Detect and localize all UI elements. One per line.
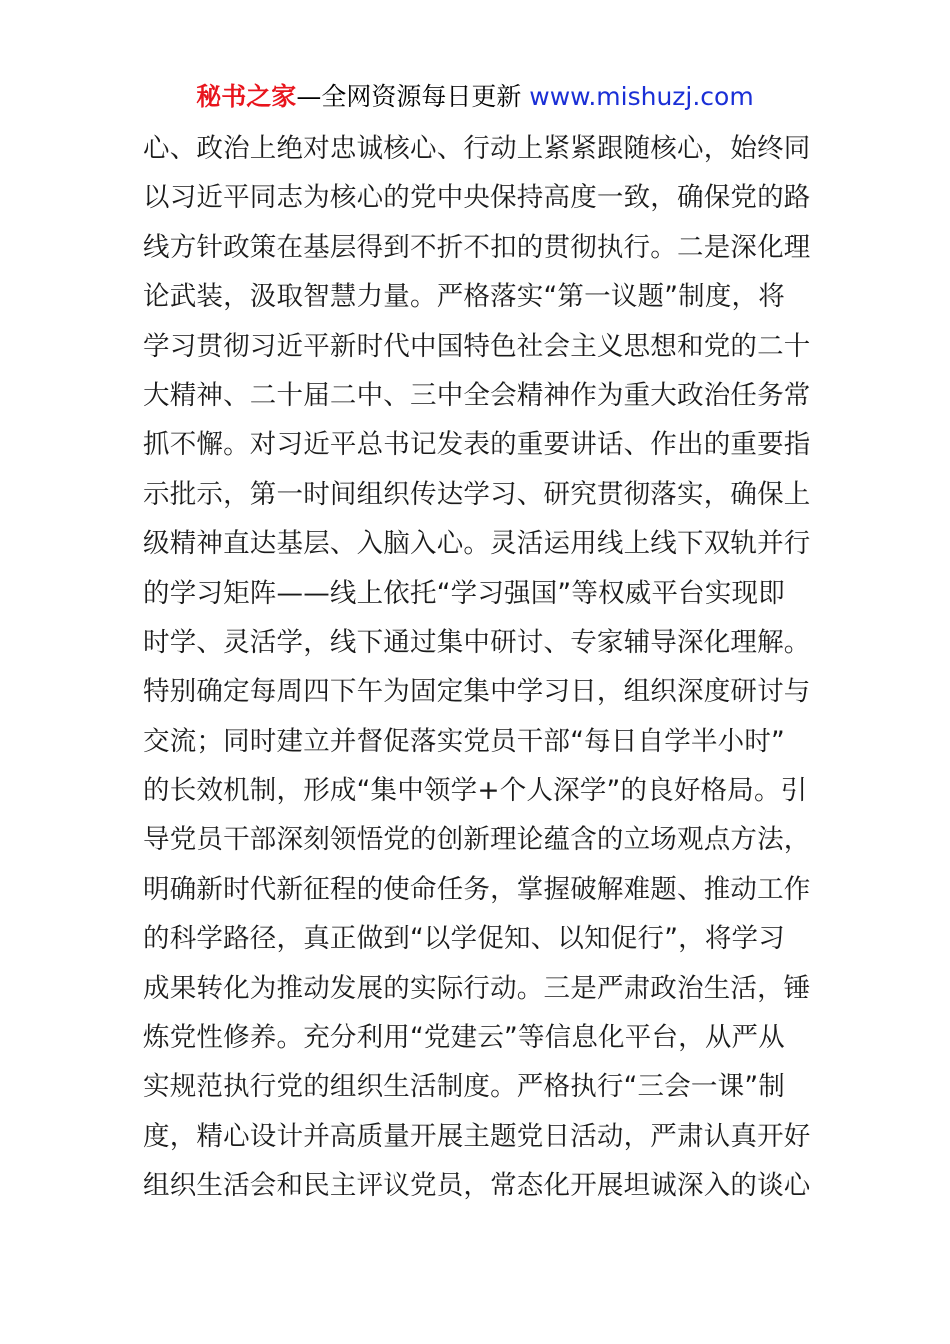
header-tagline: —全网资源每日更新: [296, 82, 522, 111]
page-header: [0, 80, 950, 114]
text-line: 时学、灵活学，线下通过集中研讨、专家辅导深化理解。: [143, 626, 811, 658]
text-line: 炼党性修养。充分利用“党建云”等信息化平台，从严从: [143, 1022, 785, 1054]
text-line: 成果转化为推动发展的实际行动。三是严肃政治生活，锤: [143, 972, 811, 1004]
text-line: 的学习矩阵——线上依托“学习强国”等权威平台实现即: [143, 577, 785, 609]
text-line: 特别确定每周四下午为固定集中学习日，组织深度研讨与: [143, 676, 811, 708]
text-line: 心、政治上绝对忠诚核心、行动上紧紧跟随核心，始终同: [143, 133, 811, 164]
body-text: [143, 124, 813, 1211]
text-line: 导党员干部深刻领悟党的创新理论蕴含的立场观点方法，: [143, 824, 811, 856]
text-line: 抓不懈。对习近平总书记发表的重要讲话、作出的重要指: [143, 429, 811, 461]
text-line: 组织生活会和民主评议党员，常态化开展坦诚深入的谈心: [143, 1170, 811, 1202]
text-line: 交流；同时建立并督促落实党员干部“每日自学半小时”: [143, 725, 785, 757]
text-line: 的科学路径，真正做到“以学促知、以知促行”，将学习: [143, 923, 785, 955]
text-line: 的长效机制，形成“集中领学+个人深学”的良好格局。引: [143, 775, 808, 807]
brand-name: 秘书之家: [196, 82, 297, 111]
text-line: 学习贯彻习近平新时代中国特色社会主义思想和党的二十: [143, 330, 811, 362]
text-line: 实规范执行党的组织生活制度。严格执行“三会一课”制: [143, 1071, 785, 1103]
text-line: 以习近平同志为核心的党中央保持高度一致，确保党的路: [143, 182, 811, 214]
text-line: 级精神直达基层、入脑入心。灵活运用线上线下双轨并行: [143, 528, 811, 560]
text-line: 明确新时代新征程的使命任务，掌握破解难题、推动工作: [143, 873, 811, 905]
text-line: 论武装，汲取智慧力量。严格落实“第一议题”制度，将: [143, 281, 785, 313]
text-line: 大精神、二十届二中、三中全会精神作为重大政治任务常: [143, 379, 811, 411]
text-line: 度，精心设计并高质量开展主题党日活动，严肃认真开好: [143, 1120, 811, 1152]
text-line: 示批示，第一时间组织传达学习、研究贯彻落实，确保上: [143, 478, 811, 510]
site-url-link[interactable]: www.mishuzj.com: [529, 82, 754, 111]
text-line: 线方针政策在基层得到不折不扣的贯彻执行。二是深化理: [143, 231, 811, 263]
